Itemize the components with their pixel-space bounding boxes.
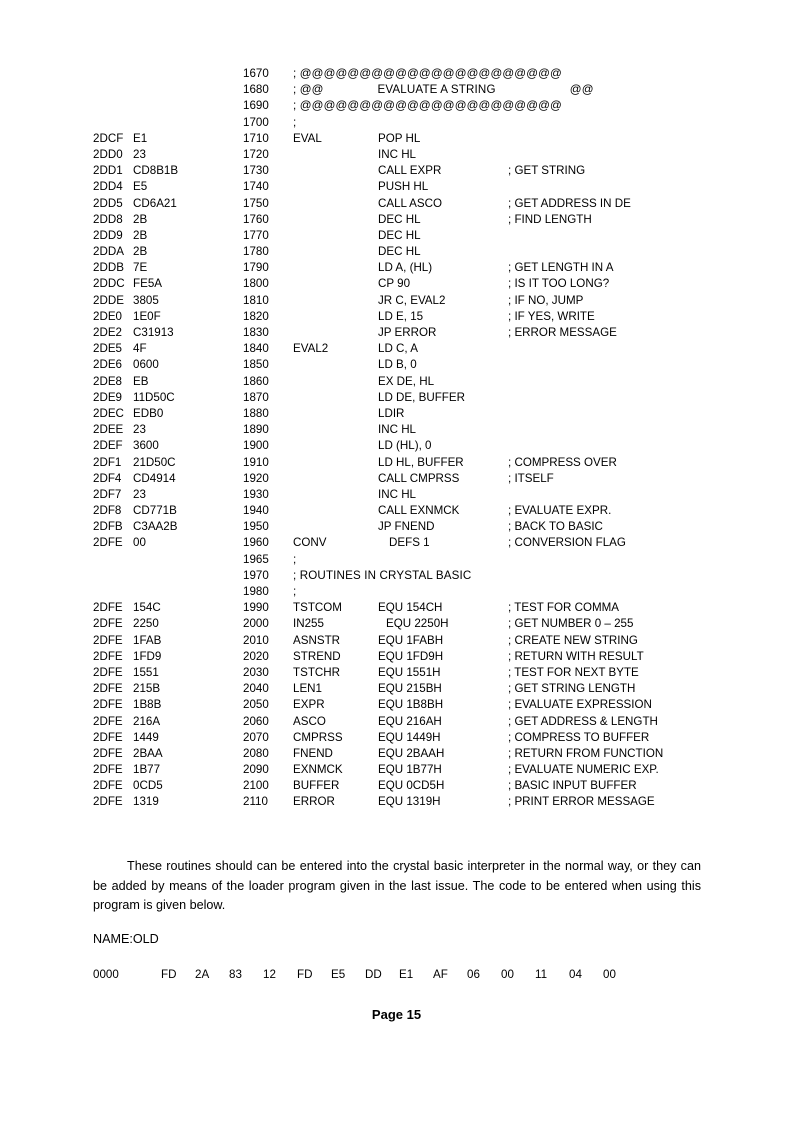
hex-dump-byte: 04 — [569, 968, 582, 981]
listing-mnemonic: LD HL, BUFFER — [378, 455, 464, 469]
listing-mnemonic: DEC HL — [378, 245, 421, 259]
assembly-line — [0, 730, 793, 746]
listing-line-number: 1760 — [243, 212, 269, 226]
listing-comment: ; CONVERSION FLAG — [508, 536, 626, 550]
listing-symbol-label: FNEND — [293, 746, 333, 760]
assembly-line — [0, 649, 793, 665]
listing-comment: ; TEST FOR COMMA — [508, 601, 620, 615]
listing-line-number: 1920 — [243, 471, 269, 485]
hex-dump-byte: E1 — [399, 968, 414, 981]
listing-line-number: 2060 — [243, 714, 269, 728]
assembly-line — [0, 390, 793, 406]
listing-line-number: 1730 — [243, 164, 269, 178]
listing-opcode-bytes: EB — [133, 374, 149, 388]
listing-line-number: 1850 — [243, 358, 269, 372]
listing-mnemonic: EQU 2BAAH — [378, 746, 445, 760]
listing-address: 2DDB — [93, 261, 124, 275]
listing-opcode-bytes: 2250 — [133, 617, 159, 631]
assembly-line — [0, 341, 793, 357]
listing-line-number: 2020 — [243, 649, 269, 663]
name-old-label: NAME:OLD — [93, 932, 159, 946]
listing-comment: ; COMPRESS OVER — [508, 455, 617, 469]
listing-opcode-bytes: 2B — [133, 228, 148, 242]
listing-mnemonic: LDIR — [378, 406, 405, 420]
hex-dump-byte: FD — [297, 968, 313, 981]
listing-address: 2DD9 — [93, 228, 123, 242]
listing-symbol-label: IN255 — [293, 617, 324, 631]
listing-comment: ; TEST FOR NEXT BYTE — [508, 665, 639, 679]
assembly-line — [0, 115, 793, 131]
listing-address: 2DFE — [93, 536, 123, 550]
listing-line-number: 1965 — [243, 552, 269, 566]
listing-line-number: 1970 — [243, 568, 269, 582]
assembly-line — [0, 681, 793, 697]
listing-address: 2DE2 — [93, 326, 123, 339]
listing-mnemonic: EQU 216AH — [378, 714, 442, 728]
listing-address: 2DE5 — [93, 342, 123, 356]
listing-mnemonic: JR C, EVAL2 — [378, 293, 446, 307]
listing-mnemonic: JP ERROR — [378, 326, 437, 339]
listing-line-number: 1680 — [243, 83, 269, 97]
listing-line-number: 1840 — [243, 342, 269, 356]
listing-opcode-bytes: 1319 — [133, 795, 159, 809]
listing-line-number: 1720 — [243, 147, 269, 161]
explanatory-paragraph: These routines should can be entered into the crystal basic interpreter in the normal way, or they can be added by means of the loader program given in the last issue. The code to be entered when using this program is given below. — [93, 859, 701, 912]
assembly-line — [0, 762, 793, 778]
listing-address: 2DD0 — [93, 147, 123, 161]
listing-mnemonic: INC HL — [378, 423, 417, 437]
listing-address: 2DFE — [93, 617, 123, 631]
listing-opcode-bytes: 1B77 — [133, 763, 161, 777]
assembly-line — [0, 244, 793, 260]
assembly-line — [0, 665, 793, 681]
listing-line-number: 1890 — [243, 423, 269, 437]
listing-address: 2DE0 — [93, 309, 123, 323]
listing-address: 2DFE — [93, 779, 123, 793]
listing-address: 2DD5 — [93, 196, 123, 210]
listing-mnemonic: DEC HL — [378, 212, 421, 226]
listing-symbol-label: STREND — [293, 649, 341, 663]
listing-address: 2DDE — [93, 293, 124, 307]
listing-mnemonic: EQU 1319H — [378, 795, 441, 809]
assembly-line — [0, 276, 793, 292]
listing-opcode-bytes: 2BAA — [133, 746, 163, 760]
listing-mnemonic: EQU 0CD5H — [378, 779, 445, 793]
listing-mnemonic: DEC HL — [378, 228, 421, 242]
hex-dump-byte: 00 — [501, 968, 514, 981]
assembly-line — [0, 293, 793, 309]
listing-comment-banner: ; ROUTINES IN CRYSTAL BASIC — [293, 568, 472, 582]
listing-line-number: 1690 — [243, 99, 269, 113]
listing-line-number: 1860 — [243, 374, 269, 388]
listing-address: 2DF8 — [93, 504, 122, 518]
listing-address: 2DEE — [93, 423, 124, 437]
listing-line-number: 1870 — [243, 390, 269, 404]
listing-symbol-label: LEN1 — [293, 682, 323, 696]
listing-address: 2DFE — [93, 746, 123, 760]
listing-line-number: 1910 — [243, 455, 269, 469]
assembly-line — [0, 422, 793, 438]
listing-mnemonic: CP 90 — [378, 277, 411, 291]
listing-address: 2DFB — [93, 520, 123, 534]
listing-address: 2DFE — [93, 601, 123, 615]
listing-opcode-bytes: 3805 — [133, 293, 159, 307]
assembly-line — [0, 196, 793, 212]
listing-mnemonic: LD C, A — [378, 342, 418, 356]
listing-line-number: 2080 — [243, 746, 269, 760]
hex-dump-byte: DD — [365, 968, 382, 981]
listing-comment: ; EVALUATE NUMERIC EXP. — [508, 763, 659, 777]
assembly-line — [0, 147, 793, 163]
listing-opcode-bytes: 0CD5 — [133, 779, 163, 793]
listing-comment: ; RETURN WITH RESULT — [508, 649, 644, 663]
listing-opcode-bytes: 00 — [133, 536, 146, 550]
assembly-line — [0, 163, 793, 179]
listing-comment: ; BACK TO BASIC — [508, 520, 603, 534]
listing-opcode-bytes: E1 — [133, 131, 148, 145]
listing-line-number: 1820 — [243, 309, 269, 323]
listing-comment: ; BASIC INPUT BUFFER — [508, 779, 637, 793]
listing-opcode-bytes: C3AA2B — [133, 520, 178, 534]
page-number-footer: Page 15 — [371, 1007, 422, 1022]
listing-opcode-bytes: 215B — [133, 682, 161, 696]
listing-mnemonic: CALL EXPR — [378, 164, 442, 178]
listing-line-number: 1990 — [243, 601, 269, 615]
listing-address: 2DDC — [93, 277, 125, 291]
listing-mnemonic: PUSH HL — [378, 180, 429, 194]
assembly-line — [0, 471, 793, 487]
listing-mnemonic: JP FNEND — [378, 520, 435, 534]
listing-comment: ; CREATE NEW STRING — [508, 633, 638, 647]
listing-opcode-bytes: 4F — [133, 342, 147, 356]
assembly-line — [0, 438, 793, 454]
assembly-line — [0, 357, 793, 373]
assembly-line — [0, 633, 793, 649]
listing-comment-banner: ; @@ EVALUATE A STRING @@ — [293, 83, 594, 97]
listing-symbol-label: EXPR — [293, 698, 325, 712]
listing-line-number: 1790 — [243, 261, 269, 275]
assembly-line — [0, 406, 793, 422]
listing-address: 2DF1 — [93, 455, 122, 469]
listing-line-number: 1700 — [243, 115, 269, 129]
listing-comment: ; ITSELF — [508, 471, 554, 485]
listing-opcode-bytes: 1551 — [133, 665, 159, 679]
listing-line-number: 2070 — [243, 730, 269, 744]
listing-mnemonic: EQU 2250H — [386, 617, 449, 631]
hex-dump-byte: 83 — [229, 968, 242, 981]
listing-address: 2DFE — [93, 763, 123, 777]
listing-address: 2DE6 — [93, 358, 123, 372]
listing-address: 2DDA — [93, 245, 124, 259]
listing-comment: ; IF NO, JUMP — [508, 293, 584, 307]
listing-comment-banner: ; — [293, 552, 297, 566]
assembly-line — [0, 535, 793, 551]
listing-symbol-label: EVAL — [293, 131, 322, 145]
listing-mnemonic: EX DE, HL — [378, 374, 435, 388]
listing-symbol-label: ASNSTR — [293, 633, 341, 647]
assembly-line — [0, 98, 793, 114]
listing-symbol-label: CONV — [293, 536, 327, 550]
listing-line-number: 1670 — [243, 67, 269, 80]
assembly-line — [0, 455, 793, 471]
hex-dump-byte: 00 — [603, 968, 616, 981]
listing-line-number: 1830 — [243, 326, 269, 339]
listing-mnemonic: CALL EXNMCK — [378, 504, 460, 518]
assembly-line — [0, 131, 793, 147]
assembly-line — [0, 325, 793, 341]
listing-address: 2DFE — [93, 633, 123, 647]
listing-comment: ; RETURN FROM FUNCTION — [508, 746, 664, 760]
listing-mnemonic: EQU 1FABH — [378, 633, 444, 647]
listing-mnemonic: POP HL — [378, 131, 421, 145]
assembly-line — [0, 212, 793, 228]
listing-opcode-bytes: 1E0F — [133, 309, 161, 323]
assembly-line — [0, 584, 793, 600]
hex-dump-offset: 0000 — [93, 968, 119, 981]
listing-opcode-bytes: 23 — [133, 487, 146, 501]
listing-opcode-bytes: 1FAB — [133, 633, 162, 647]
listing-address: 2DFE — [93, 714, 123, 728]
listing-line-number: 1940 — [243, 504, 269, 518]
listing-opcode-bytes: 11D50C — [133, 390, 175, 404]
listing-address: 2DD8 — [93, 212, 123, 226]
assembly-line — [0, 568, 793, 584]
listing-opcode-bytes: 216A — [133, 714, 161, 728]
listing-comment: ; GET ADDRESS IN DE — [508, 196, 631, 210]
listing-symbol-label: EVAL2 — [293, 342, 329, 356]
listing-line-number: 1980 — [243, 585, 269, 598]
listing-mnemonic: LD E, 15 — [378, 309, 424, 323]
assembly-line — [0, 179, 793, 195]
listing-comment: ; GET STRING LENGTH — [508, 682, 636, 696]
listing-address: 2DFE — [93, 698, 123, 712]
listing-opcode-bytes: CD8B1B — [133, 164, 179, 178]
listing-line-number: 2110 — [243, 795, 268, 809]
listing-comment: ; GET LENGTH IN A — [508, 261, 614, 275]
listing-line-number: 1740 — [243, 180, 269, 194]
listing-line-number: 1930 — [243, 487, 269, 501]
hex-dump-byte: 11 — [535, 968, 548, 981]
listing-line-number: 2050 — [243, 698, 269, 712]
listing-line-number: 1770 — [243, 228, 269, 242]
listing-address: 2DFE — [93, 682, 123, 696]
listing-opcode-bytes: 23 — [133, 147, 146, 161]
listing-opcode-bytes: C31913 — [133, 326, 174, 339]
listing-line-number: 1710 — [243, 131, 269, 145]
assembly-line — [0, 309, 793, 325]
listing-mnemonic: LD DE, BUFFER — [378, 390, 465, 404]
listing-mnemonic: EQU 1551H — [378, 665, 441, 679]
listing-mnemonic: INC HL — [378, 147, 417, 161]
listing-comment: ; EVALUATE EXPRESSION — [508, 698, 652, 712]
hex-dump-row — [93, 968, 713, 981]
assembly-line — [0, 714, 793, 730]
listing-opcode-bytes: FE5A — [133, 277, 162, 291]
assembly-line — [0, 260, 793, 276]
assembly-line — [0, 600, 793, 616]
listing-comment-banner: ; @@@@@@@@@@@@@@@@@@@@@@ — [293, 99, 562, 113]
listing-mnemonic: EQU 1449H — [378, 730, 441, 744]
hex-dump-byte: 12 — [263, 968, 276, 981]
assembly-listing — [0, 66, 793, 811]
listing-opcode-bytes: 3600 — [133, 439, 159, 453]
assembly-line — [0, 697, 793, 713]
listing-mnemonic: CALL ASCO — [378, 196, 443, 210]
hex-dump-byte: E5 — [331, 968, 346, 981]
listing-opcode-bytes: 2B — [133, 245, 148, 259]
listing-opcode-bytes: 1449 — [133, 730, 159, 744]
listing-opcode-bytes: CD4914 — [133, 471, 176, 485]
listing-address: 2DFE — [93, 795, 123, 809]
listing-opcode-bytes: 21D50C — [133, 455, 176, 469]
listing-line-number: 1900 — [243, 439, 269, 453]
assembly-line — [0, 746, 793, 762]
listing-address: 2DFE — [93, 665, 123, 679]
listing-comment: ; PRINT ERROR MESSAGE — [508, 795, 655, 809]
listing-mnemonic: LD B, 0 — [378, 358, 417, 372]
listing-comment: ; FIND LENGTH — [508, 212, 592, 226]
listing-line-number: 1960 — [243, 536, 269, 550]
assembly-line — [0, 519, 793, 535]
hex-dump-byte: AF — [433, 968, 448, 981]
assembly-line — [0, 616, 793, 632]
listing-symbol-label: BUFFER — [293, 779, 340, 793]
listing-address: 2DFE — [93, 649, 123, 663]
assembly-line — [0, 487, 793, 503]
listing-comment: ; IS IT TOO LONG? — [508, 277, 610, 291]
listing-comment: ; ERROR MESSAGE — [508, 326, 617, 339]
hex-dump-byte: FD — [161, 968, 177, 981]
listing-mnemonic: EQU 154CH — [378, 601, 443, 615]
listing-comment-banner: ; @@@@@@@@@@@@@@@@@@@@@@ — [293, 67, 562, 80]
listing-address: 2DFE — [93, 730, 123, 744]
listing-mnemonic: EQU 1B8BH — [378, 698, 444, 712]
listing-symbol-label: TSTCHR — [293, 665, 341, 679]
listing-line-number: 2040 — [243, 682, 269, 696]
listing-comment-banner: ; — [293, 115, 297, 129]
listing-mnemonic: DEFS 1 — [389, 536, 430, 550]
assembly-line — [0, 66, 793, 82]
listing-address: 2DF4 — [93, 471, 122, 485]
listing-line-number: 1780 — [243, 245, 269, 259]
listing-opcode-bytes: 1FD9 — [133, 649, 162, 663]
listing-comment: ; GET ADDRESS & LENGTH — [508, 714, 658, 728]
listing-address: 2DD1 — [93, 164, 123, 178]
listing-symbol-label: ASCO — [293, 714, 326, 728]
listing-mnemonic: EQU 215BH — [378, 682, 442, 696]
assembly-line — [0, 82, 793, 98]
listing-address: 2DE8 — [93, 374, 123, 388]
listing-symbol-label: ERROR — [293, 795, 335, 809]
listing-line-number: 1950 — [243, 520, 269, 534]
listing-line-number: 2100 — [243, 779, 269, 793]
assembly-line — [0, 503, 793, 519]
listing-mnemonic: EQU 1B77H — [378, 763, 442, 777]
assembly-line — [0, 228, 793, 244]
listing-mnemonic: LD (HL), 0 — [378, 439, 432, 453]
listing-line-number: 2030 — [243, 665, 269, 679]
listing-mnemonic: CALL CMPRSS — [378, 471, 460, 485]
listing-comment: ; EVALUATE EXPR. — [508, 504, 612, 518]
listing-address: 2DE9 — [93, 390, 123, 404]
listing-comment: ; COMPRESS TO BUFFER — [508, 730, 650, 744]
listing-line-number: 1880 — [243, 406, 269, 420]
listing-address: 2DF7 — [93, 487, 122, 501]
listing-symbol-label: TSTCOM — [293, 601, 342, 615]
listing-line-number: 1810 — [243, 293, 269, 307]
listing-comment-banner: ; — [293, 585, 297, 598]
listing-opcode-bytes: 154C — [133, 601, 161, 615]
listing-mnemonic: INC HL — [378, 487, 417, 501]
listing-opcode-bytes: CD6A21 — [133, 196, 177, 210]
listing-opcode-bytes: 7E — [133, 261, 148, 275]
listing-comment: ; IF YES, WRITE — [508, 309, 595, 323]
listing-comment: ; GET NUMBER 0 – 255 — [508, 617, 634, 631]
listing-opcode-bytes: CD771B — [133, 504, 177, 518]
assembly-line — [0, 778, 793, 794]
hex-dump-byte: 2A — [195, 968, 210, 981]
listing-comment: ; GET STRING — [508, 164, 586, 178]
listing-opcode-bytes: 0600 — [133, 358, 159, 372]
listing-line-number: 2010 — [243, 633, 269, 647]
listing-symbol-label: CMPRSS — [293, 730, 343, 744]
listing-mnemonic: LD A, (HL) — [378, 261, 433, 275]
listing-address: 2DEC — [93, 406, 124, 420]
listing-opcode-bytes: 23 — [133, 423, 146, 437]
assembly-line — [0, 794, 793, 810]
listing-line-number: 1750 — [243, 196, 269, 210]
listing-opcode-bytes: 2B — [133, 212, 148, 226]
listing-opcode-bytes: EDB0 — [133, 406, 164, 420]
listing-opcode-bytes: 1B8B — [133, 698, 162, 712]
assembly-line — [0, 374, 793, 390]
listing-address: 2DCF — [93, 131, 124, 145]
assembly-line — [0, 552, 793, 568]
listing-address: 2DD4 — [93, 180, 123, 194]
hex-dump-byte: 06 — [467, 968, 480, 981]
listing-address: 2DEF — [93, 439, 123, 453]
listing-mnemonic: EQU 1FD9H — [378, 649, 444, 663]
listing-line-number: 1800 — [243, 277, 269, 291]
listing-symbol-label: EXNMCK — [293, 763, 343, 777]
listing-opcode-bytes: E5 — [133, 180, 148, 194]
listing-line-number: 2000 — [243, 617, 269, 631]
listing-line-number: 2090 — [243, 763, 269, 777]
